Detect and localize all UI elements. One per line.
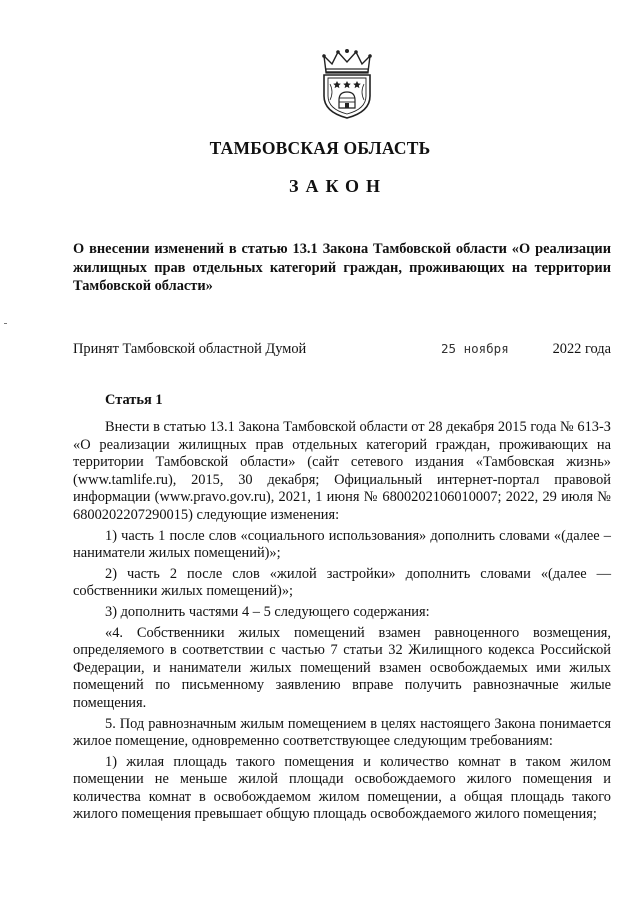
- law-title: О внесении изменений в статью 13.1 Закона Тамбовской области «О реализации жилищных прав отдельных категорий граждан, проживающих на территории Тамбовской области»: [73, 241, 611, 294]
- adoption-year: 2022 года: [552, 341, 611, 357]
- region-heading: ТАМБОВСКАЯ ОБЛАСТЬ: [209, 138, 431, 158]
- adoption-date: 25 ноября: [441, 341, 509, 356]
- paragraph: 1) жилая площадь такого помещения и количество комнат в таком жилом помещении не меньше жилой площади освобождаемого жилого помещения и количества комнат в освобождаемом жилом помещении, а общая площадь такого жилого помещения превышает общую площадь освобождаемого жилого помещения;: [73, 753, 611, 823]
- margin-mark: [4, 323, 7, 324]
- paragraph: 3) дополнить частями 4 – 5 следующего содержания:: [105, 603, 430, 620]
- adoption-text: Принят Тамбовской областной Думой: [73, 341, 307, 357]
- paragraph: Внести в статью 13.1 Закона Тамбовской области от 28 декабря 2015 года № 613-З «О реализации жилищных прав отдельных категорий граждан, проживающих на территории Тамбовской области» (сайт сетевого издания «Тамбовская жизнь» (www.tamlife.ru), 2015, 30 декабря; Официальный интернет-портал правовой информации (www.pravo.gov.ru), 2021, 1 июня № 6800202106010007; 2022, 29 июля № 6800202207290015) следующие изменения:: [73, 419, 611, 523]
- paragraph: «4. Собственники жилых помещений взамен равноценного возмещения, определяемого в соответствии с частью 7 статьи 32 Жилищного кодекса Российской Федерации, и наниматели жилых помещений взамен освобождаемых ими жилых помещений по письменному заявлению вправе получить равнозначные жилые помещения.: [73, 624, 611, 711]
- paragraph: 1) часть 1 после слов «социального использования» дополнить словами «(далее – наниматели жилых помещений)»;: [73, 527, 611, 562]
- paragraph: 2) часть 2 после слов «жилой застройки» дополнить словами «(далее — собственники жилых помещений)»;: [73, 565, 611, 600]
- paragraph: 5. Под равнозначным жилым помещением в целях настоящего Закона понимается жилое помещение, одновременно соответствующее следующим требованиям:: [73, 715, 611, 750]
- article-heading: Статья 1: [105, 392, 163, 408]
- coat-of-arms-icon: [318, 48, 376, 120]
- document-type-heading: ЗАКОН: [288, 176, 388, 196]
- article-body: [73, 419, 611, 827]
